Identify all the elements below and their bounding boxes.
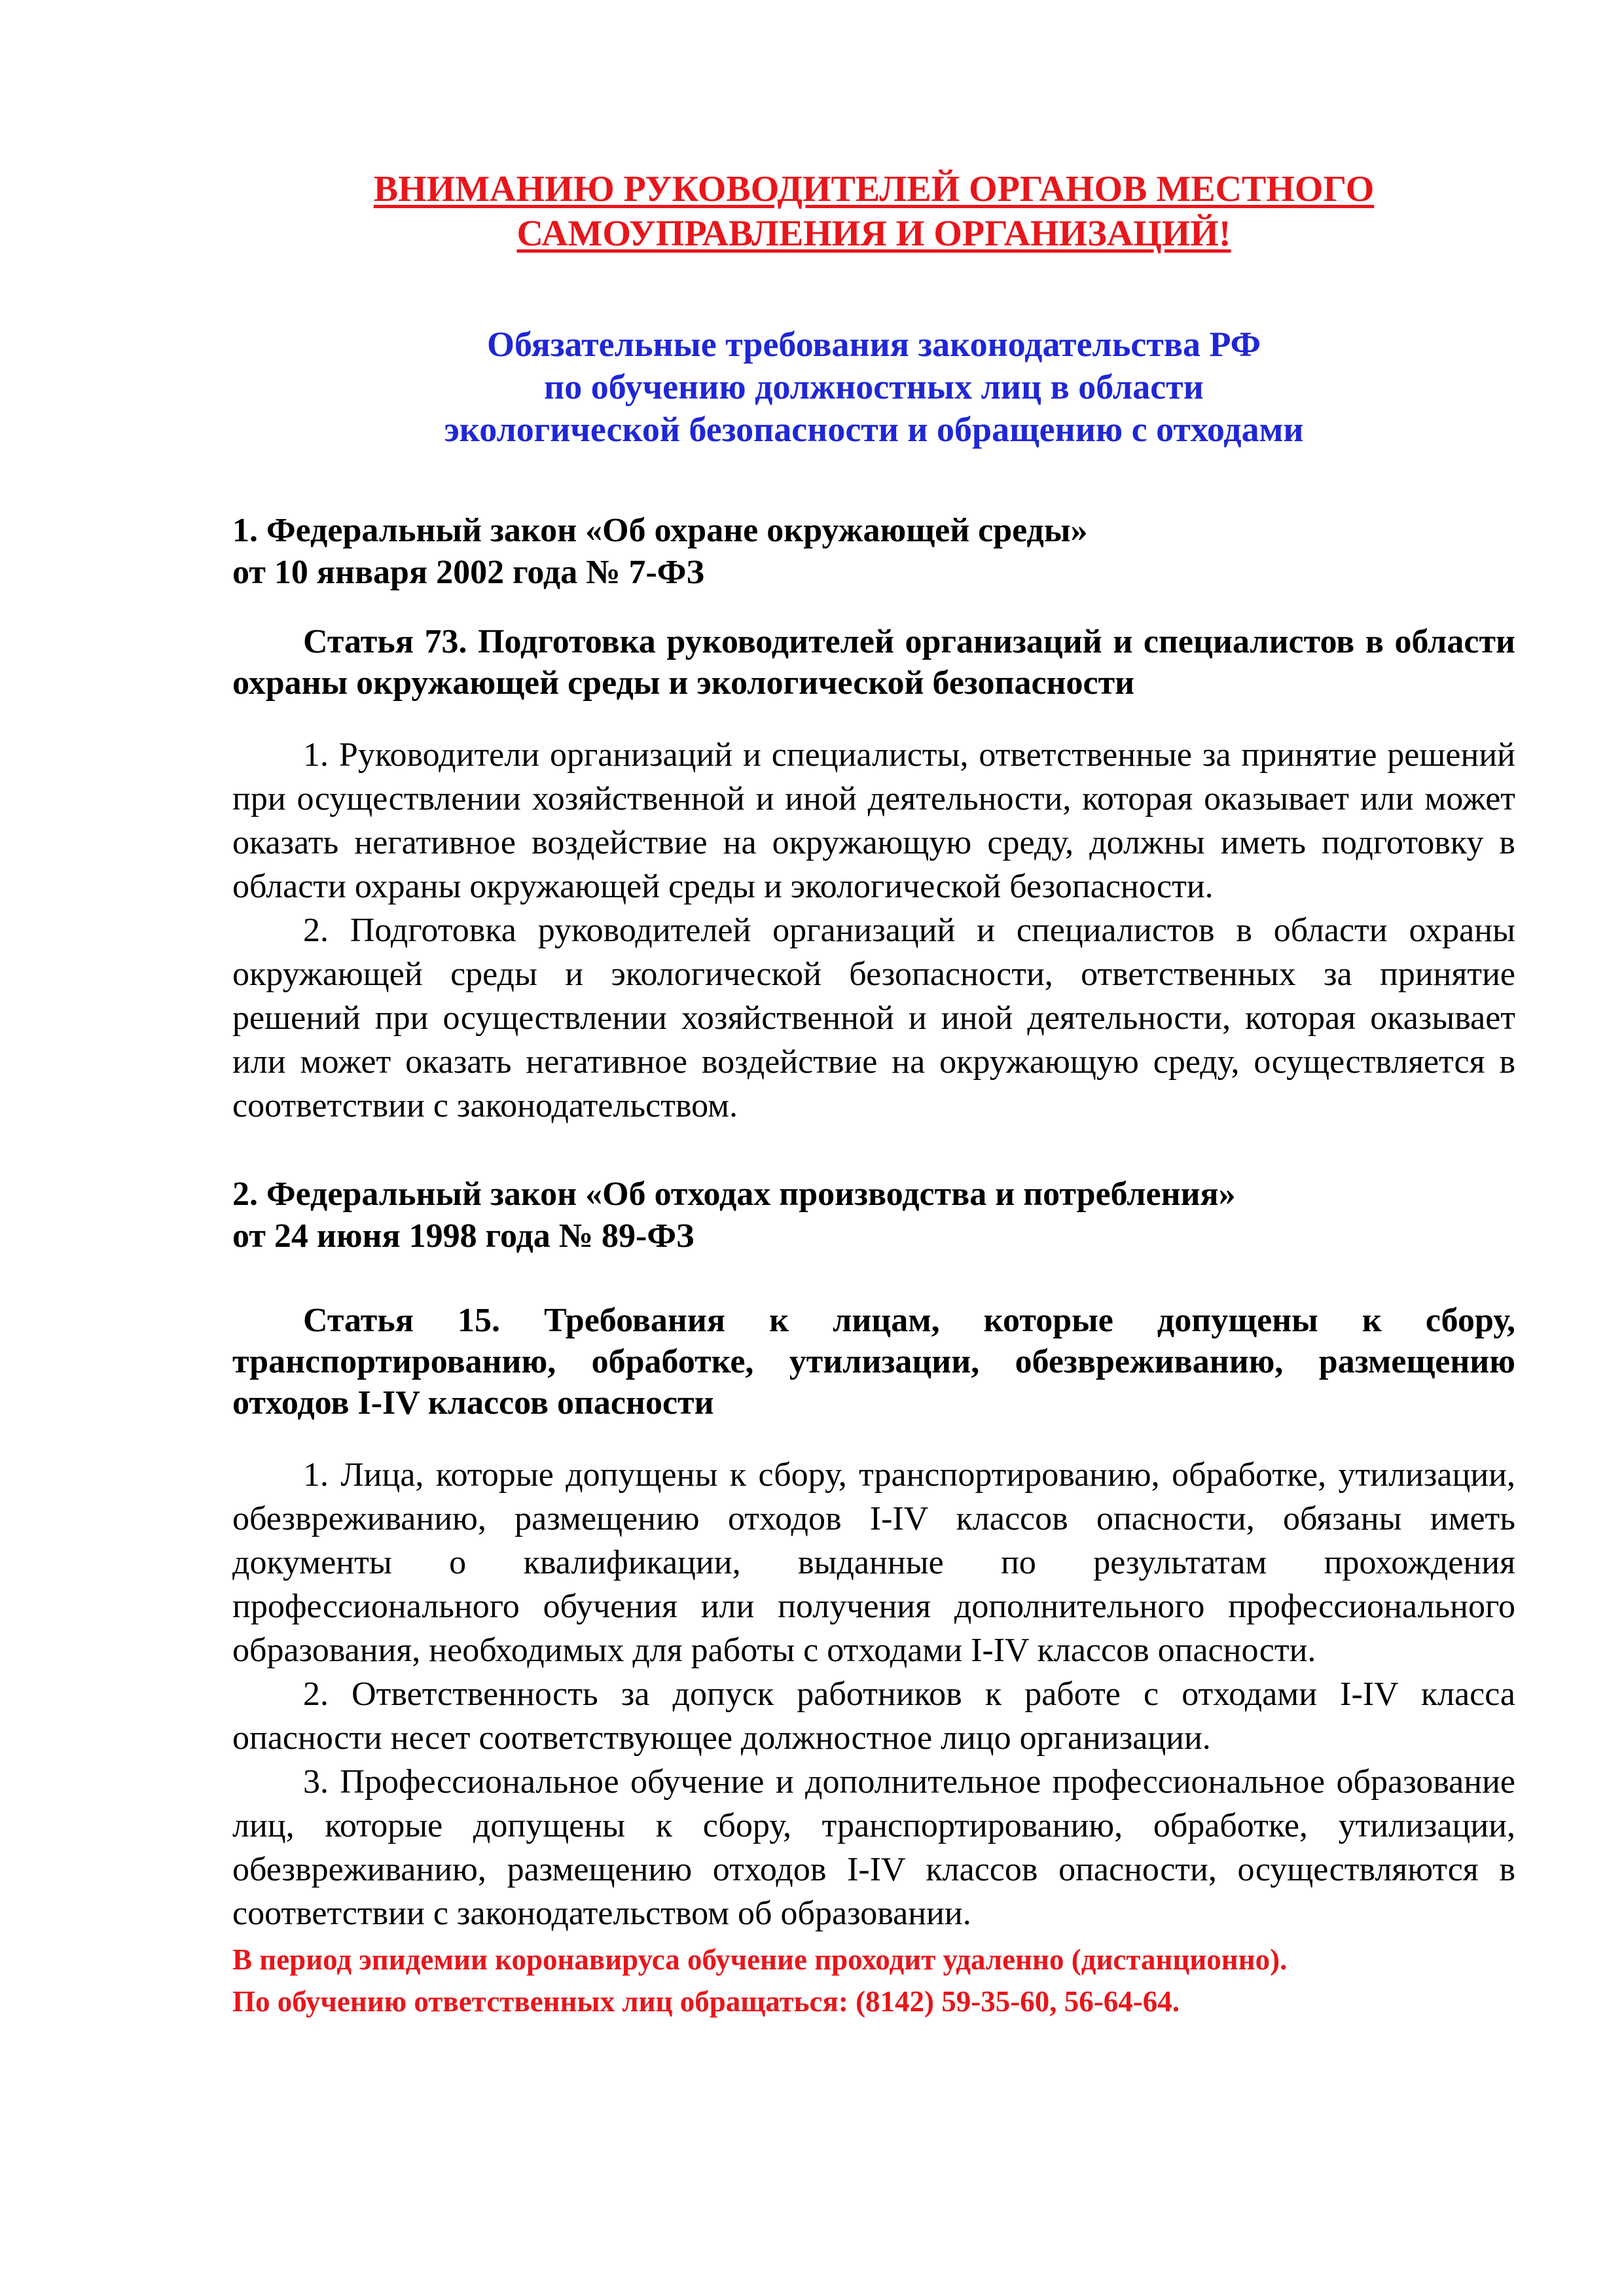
article-73-paragraph-1: 1. Руководители организаций и специалисты, ответственные за принятие решений при осуществлении хозяйственной и иной деятельности, которая оказывает или может оказать негативное воздействие на окружающую среду, должны иметь подготовку в области охраны окружающей среды и экологической безопасности. xyxy=(232,736,1515,905)
article-73-paragraph-2: 2. Подготовка руководителей организаций и специалистов в области охраны окружающей среды и экологической безопасности, ответственных за принятие решений при осуществлении хозяйственной и иной деятельности, которая оказывает или может оказать негативное воздействие на окружающую среду, осуществляется в соответствии с законодательством. xyxy=(232,912,1515,1124)
law-heading-1-line-2: от 10 января 2002 года № 7-ФЗ xyxy=(232,554,704,591)
contact-notice xyxy=(232,1939,1515,2022)
law-heading-2 xyxy=(232,1174,1515,1257)
document-page xyxy=(232,167,1515,2022)
article-15-paragraph-3: 3. Профессиональное обучение и дополнительное профессиональное образование лиц, которые допущены к сбору, транспортированию, обработке, утилизации, обезвреживанию, размещению отходов I-IV классов опасности, осуществляются в соответствии с законодательством об образовании. xyxy=(232,1763,1515,1932)
page-subtitle xyxy=(232,323,1515,451)
subtitle-line-2: по обучению должностных лиц в области xyxy=(544,367,1204,406)
article-15-paragraph-2: 2. Ответственность за допуск работников к работе с отходами I-IV класса опасности несет соответствующее должностное лицо организации. xyxy=(232,1676,1515,1757)
article-73-title: Статья 73. Подготовка руководителей организаций и специалистов в области охраны окружающей среды и экологической безопасности xyxy=(232,623,1515,702)
law-heading-1-line-1: 1. Федеральный закон «Об охране окружающей среды» xyxy=(232,512,1088,549)
notice-contact-phones: По обучению ответственных лиц обращаться: (8142) 59-35-60, 56-64-64. xyxy=(232,1985,1180,2018)
section-law-89fz xyxy=(232,1174,1515,1935)
subtitle-line-3: экологической безопасности и обращению с отходами xyxy=(444,410,1304,449)
law-heading-1 xyxy=(232,510,1515,594)
law-heading-2-line-1: 2. Федеральный закон «Об отходах производства и потребления» xyxy=(232,1175,1236,1213)
title-line-2: САМОУПРАВЛЕНИЯ И ОРГАНИЗАЦИЙ! xyxy=(516,213,1231,254)
notice-remote-training: В период эпидемии коронавируса обучение проходит удаленно (дистанционно). xyxy=(232,1943,1288,1976)
article-15-paragraph-1: 1. Лица, которые допущены к сбору, транспортированию, обработке, утилизации, обезвреживанию, размещению отходов I-IV классов опасности, обязаны иметь документы о квалификации, выданные по результатам прохождения профессионального обучения или получения дополнительного профессионального образования, необходимых для работы с отходами I-IV классов опасности. xyxy=(232,1456,1515,1669)
page-title xyxy=(232,167,1515,256)
title-line-1: ВНИМАНИЮ РУКОВОДИТЕЛЕЙ ОРГАНОВ МЕСТНОГО xyxy=(373,169,1375,209)
article-15-title: Статья 15. Требования к лицам, которые допущены к сбору, транспортированию, обработке, утилизации, обезвреживанию, размещению отходов I-IV классов опасности xyxy=(232,1302,1515,1422)
section-law-7fz xyxy=(232,510,1515,1128)
law-heading-2-line-2: от 24 июня 1998 года № 89-ФЗ xyxy=(232,1217,695,1255)
subtitle-line-1: Обязательные требования законодательства РФ xyxy=(486,325,1261,364)
